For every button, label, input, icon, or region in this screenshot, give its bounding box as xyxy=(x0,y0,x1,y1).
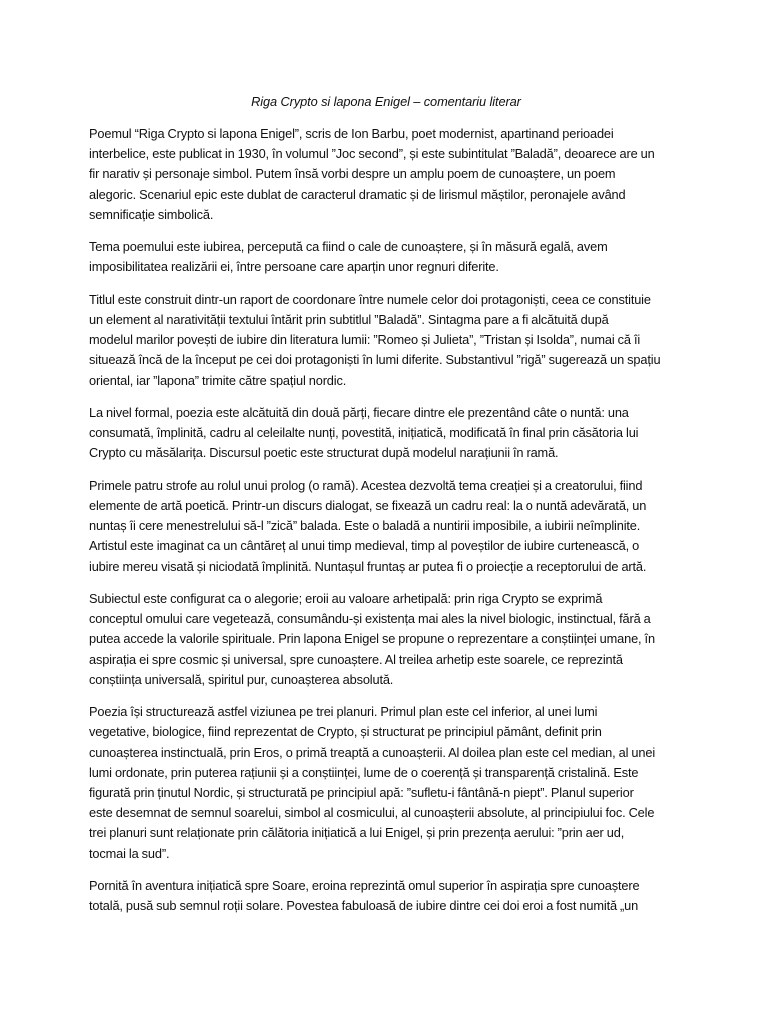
text-line: modelul marilor povești de iubire din literatura lumii: ”Romeo și Julieta”, ”Tristan și Isolda”, numai că îi xyxy=(89,332,641,348)
text-line: un element al narativității textului întărit prin subtitlul ”Baladă”. Sintagma pare a fi alcătuită după xyxy=(89,312,609,327)
text-line: alegoric. Scenariul epic este dublat de caracterul dramatic și de lirismul măștilor, peronajele având xyxy=(89,186,626,202)
paragraph xyxy=(89,290,683,391)
text-line: tocmai la sud”. xyxy=(89,845,170,861)
text-line: Titlul este construit dintr-un raport de coordonare între numele celor doi protagoniști, ceea ce constituie xyxy=(89,291,651,307)
paragraph xyxy=(89,124,683,225)
text-line: semnificație simbolică. xyxy=(89,206,214,222)
paragraph xyxy=(89,237,683,277)
text-line: Pornită în aventura inițiatică spre Soare, eroina reprezintă omul superior în aspirația spre cunoaștere xyxy=(89,878,640,894)
text-line: totală, pusă sub semnul roții solare. Povestea fabuloasă de iubire dintre cei doi eroi a fost numită „un xyxy=(89,898,639,914)
text-line: elemente de artă poetică. Printr-un discurs dialogat, se fixează un cadru real: la o nuntă adevărată, un xyxy=(89,498,647,513)
text-line: Primele patru strofe au rolul unui prolog (o ramă). Acestea dezvoltă tema creației și a creatorului, fiind xyxy=(89,477,643,493)
text-line: este desemnat de semnul soarelui, simbol al cosmicului, al cunoașterii absolute, al principiului foc. Cele xyxy=(89,805,655,821)
paragraph xyxy=(89,702,683,864)
text-line: cunoașterea instinctuală, prin Eros, o primă treaptă a cunoașterii. Al doilea plan este cel median, al unei xyxy=(89,744,656,760)
text-line: Crypto cu măsălarița. Discursul poetic este structurat după modelul narațiunii în ramă. xyxy=(89,445,559,461)
text-line: oriental, iar ”lapona” trimite către spațiul nordic. xyxy=(89,372,347,388)
text-line: Poezia își structurează astfel viziunea pe trei planuri. Primul plan este cel inferior, al unei lumi xyxy=(89,704,598,720)
text-line: nuntaș îi cere menestrelului să-l ”zică” balada. Este o baladă a nuntirii imposibile, a iubirii neîmplinite. xyxy=(89,518,641,534)
text-line: Poemul “Riga Crypto si lapona Enigel”, scris de Ion Barbu, poet modernist, apartinand perioadei xyxy=(89,126,614,141)
paragraph xyxy=(89,476,683,577)
text-line: fir narativ și personaje simbol. Putem însă vorbi despre un amplu poem de cunoaștere, un poem xyxy=(89,166,616,182)
text-line: imposibilitatea realizării ei, între persoane care aparțin unor regnuri diferite. xyxy=(89,259,499,275)
text-line: Subiectul este configurat ca o alegorie; eroii au valoare arhetipală: prin riga Crypto se exprimă xyxy=(89,591,603,606)
text-line: putea accede la valorile spirituale. Prin lapona Enigel se propune o reprezentare a conștiinței umane, în xyxy=(89,631,655,647)
text-line: Tema poemului este iubirea, percepută ca fiind o cale de cunoaștere, și în măsură egală, avem xyxy=(89,239,608,255)
text-line: lumi ordonate, prin puterea rațiunii și a conștiinței, lume de o coerență și transparență cristalină. Este xyxy=(89,764,639,780)
paragraph xyxy=(89,876,683,916)
paragraph xyxy=(89,403,683,464)
text-line: vegetative, biologice, fiind reprezentat de Crypto, și structurat pe principiul pământ, definit prin xyxy=(89,724,602,740)
text-line: conceptul omului care vegetează, consumându-și existența mai ales la nivel biologic, instinctual, fără a xyxy=(89,611,651,627)
text-line: conștiința universală, spiritul pur, cunoașterea absolută. xyxy=(89,671,394,687)
text-line: situează încă de la început pe cei doi protagoniști în lumi diferite. Substantivul ”rigă” sugerează un spațiu xyxy=(89,352,661,368)
text-line: figurată prin ținutul Nordic, și structurată pe principiul apă: ”sufletu-i fântână-n piept”. Planul superior xyxy=(89,785,634,801)
text-line: aspirația ei spre cosmic și universal, spre cunoaștere. Al treilea arhetip este soarele, ce reprezintă xyxy=(89,651,623,667)
document-title: Riga Crypto si lapona Enigel – comentariu literar xyxy=(251,94,521,109)
text-line: interbelice, este publicat in 1930, în volumul ”Joc second”, și este subintitulat ”Baladă”, deoarece are un xyxy=(89,146,655,162)
text-line: trei planuri sunt relaționate prin călătoria inițiatică a lui Enigel, și prin prezența aerului: ”prin aer ud, xyxy=(89,825,625,841)
text-line: iubire mereu visată și niciodată împlinită. Nuntașul fruntaș ar putea fi o proiecție a receptorului de artă. xyxy=(89,558,647,574)
paragraph xyxy=(89,589,683,690)
document-body xyxy=(89,124,683,916)
text-line: La nivel formal, poezia este alcătuită din două părți, fiecare dintre ele prezentând câte o nuntă: una xyxy=(89,405,629,420)
text-line: Artistul este imaginat ca un cântăreț al unui timp medieval, timp al poveștilor de iubire curtenească, o xyxy=(89,538,640,554)
text-line: consumată, împlinită, cadru al celeilalte nunți, povestită, inițiatică, modificată în final prin căsătoria lui xyxy=(89,425,639,441)
